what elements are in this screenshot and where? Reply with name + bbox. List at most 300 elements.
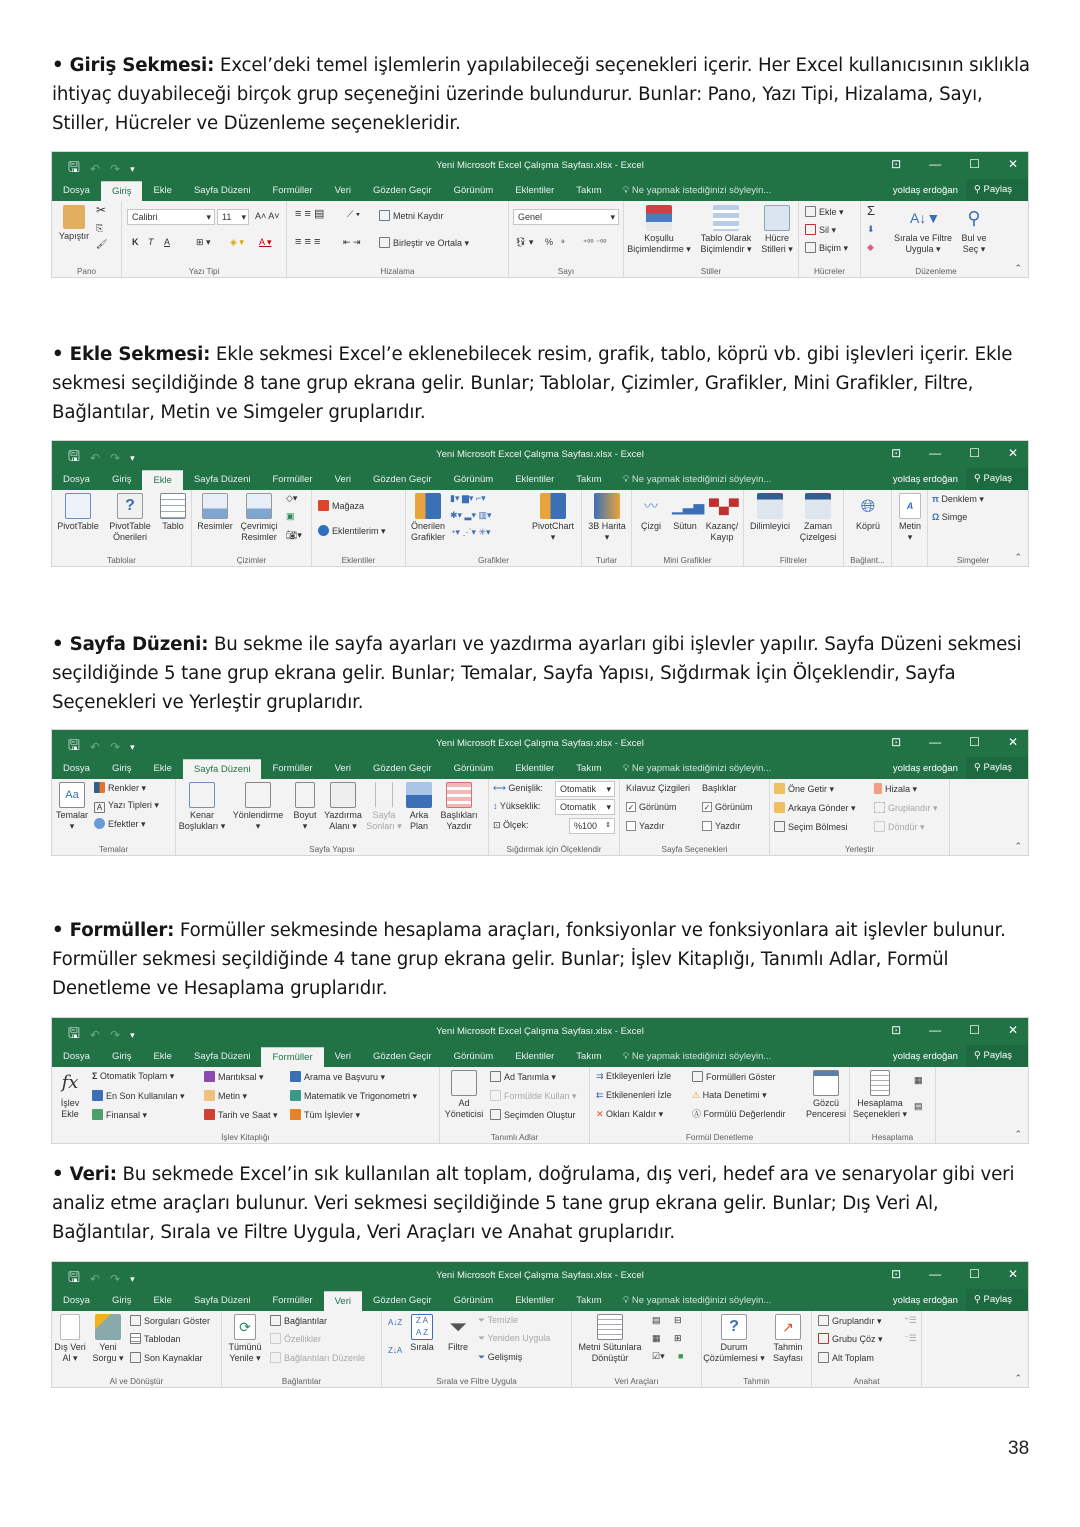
person-icon: ⚲ <box>973 1294 984 1305</box>
maximize-icon[interactable]: ☐ <box>969 157 980 171</box>
colors-button[interactable]: Renkler ▾ <box>94 782 146 794</box>
tell-me-search[interactable]: 💡︎ Ne yapmak istediğinizi söyleyin... <box>622 185 772 196</box>
name-manager-button[interactable]: Ad Yöneticisi <box>442 1070 486 1120</box>
define-name-button[interactable]: Ad Tanımla ▾ <box>490 1071 556 1083</box>
math-trig-button[interactable]: Matematik ve Trigonometri ▾ <box>290 1090 417 1102</box>
timeline-button[interactable]: Zaman Çizelgesi <box>796 493 840 543</box>
group-label: Bağlant... <box>850 556 885 565</box>
tab-sayfa-duzeni[interactable]: Sayfa Düzeni <box>193 185 251 196</box>
group-label: Tablolar <box>107 556 136 565</box>
group-label: Simgeler <box>956 556 990 565</box>
symbol-button[interactable]: Ω Simge <box>932 512 968 522</box>
clear-icon[interactable]: ◆ <box>867 242 874 252</box>
group-metin <box>892 490 928 566</box>
autosum-button[interactable]: Σ Otomatik Toplam ▾ <box>92 1071 175 1081</box>
indent-icons[interactable]: ⇤ ⇥ <box>343 237 361 247</box>
minimize-icon[interactable]: — <box>929 446 942 460</box>
group-label: Grafikler <box>478 556 509 565</box>
tab-gorunum[interactable]: Görünüm <box>453 763 494 774</box>
tab-ekle[interactable]: Ekle <box>153 1295 172 1306</box>
group-label: Sayfa Yapısı <box>309 845 355 854</box>
tab-gorunum[interactable]: Görünüm <box>453 474 494 485</box>
tab-formuller[interactable]: Formüller <box>272 1295 313 1306</box>
currency-icon[interactable]: 💱︎ ▾ <box>515 237 534 247</box>
share-button[interactable]: ⚲ Paylaş <box>966 1289 1028 1311</box>
group-label: Mini Grafikler <box>663 556 712 565</box>
group-yerlestir <box>770 779 950 855</box>
sparkline-line-button[interactable]: 〰 Çizgi <box>636 493 666 532</box>
tab-gozden-gecir[interactable]: Gözden Geçir <box>372 1051 432 1062</box>
tab-sayfa-duzeni[interactable]: Sayfa Düzeni <box>183 759 262 779</box>
slicer-icon <box>757 493 783 519</box>
align-button[interactable]: Hizala ▾ <box>874 783 917 795</box>
cell-styles-button[interactable]: Hücre Stilleri ▾ <box>758 205 796 255</box>
tell-me-search[interactable]: 💡︎ Ne yapmak istediğinizi söyleyin... <box>622 474 772 485</box>
tab-eklentiler[interactable]: Eklentiler <box>515 1051 555 1062</box>
relationships-icon[interactable]: ☑▾ <box>652 1351 665 1361</box>
user-name[interactable]: yoldaş erdoğan <box>892 1294 958 1306</box>
customize-qat-icon[interactable]: ▾ <box>130 741 135 752</box>
close-icon[interactable]: ✕ <box>1007 735 1018 749</box>
chart-types-icons-row2[interactable]: ✱▾ ▂▾ ▥▾ <box>450 510 492 520</box>
hyperlink-button[interactable]: 🌐︎ Köprü <box>848 493 888 532</box>
checkbox-checked-icon: ✓ <box>703 803 711 812</box>
tab-sayfa-duzeni[interactable]: Sayfa Düzeni <box>193 474 251 485</box>
insert-function-button[interactable]: fx İşlev Ekle <box>60 1072 80 1119</box>
tab-dosya[interactable]: Dosya <box>63 763 90 774</box>
slicer-button[interactable]: Dilimleyici <box>746 493 794 532</box>
section-ekle <box>52 340 1037 427</box>
tab-gorunum[interactable]: Görünüm <box>453 1295 494 1306</box>
collapse-ribbon-icon[interactable]: ⌃ <box>1014 263 1022 273</box>
customize-qat-icon[interactable]: ▾ <box>130 452 135 463</box>
tab-giris[interactable]: Giriş <box>111 1051 132 1062</box>
vertical-align-icons[interactable]: ≡ ≡ ▤ <box>295 208 325 220</box>
percent-button[interactable]: % <box>545 237 554 247</box>
maximize-icon[interactable]: ☐ <box>969 446 980 460</box>
section-giris <box>52 51 1037 138</box>
maximize-icon[interactable]: ☐ <box>969 735 980 749</box>
use-in-formula-button[interactable]: Formülde Kullan ▾ <box>490 1090 577 1102</box>
orientation-button[interactable]: Yönlendirme ▾ <box>228 782 288 832</box>
group-label: Yerleştir <box>844 845 875 854</box>
trace-dependents-icon: ⇇ <box>596 1090 607 1100</box>
online-pictures-button[interactable]: Çevrimiçi Resimler <box>236 493 282 543</box>
lightbulb-icon: 💡︎ <box>622 474 632 485</box>
recommended-charts-icon <box>415 493 441 519</box>
fonts-button[interactable]: A Yazı Tipleri ▾ <box>94 800 159 813</box>
more-functions-book-icon <box>290 1109 301 1120</box>
group-label: Hesaplama <box>871 1133 914 1142</box>
evaluate-formula-button[interactable]: Ⓐ Formülü Değerlendir <box>692 1109 786 1119</box>
insert-cells-button[interactable]: Ekle ▾ <box>805 206 844 218</box>
tab-dosya[interactable]: Dosya <box>63 185 90 196</box>
tab-takim[interactable]: Takım <box>576 474 602 485</box>
share-button[interactable]: ⚲ Paylaş <box>966 757 1028 779</box>
borders-icon[interactable]: ⊞ ▾ <box>196 237 211 247</box>
window-controls <box>891 1023 1018 1037</box>
group-baglantilar <box>222 1311 382 1387</box>
show-detail-icon[interactable]: ⁺☰ <box>904 1315 917 1325</box>
financial-button[interactable]: Finansal ▾ <box>92 1109 147 1121</box>
tab-formuller[interactable]: Formüller <box>272 763 313 774</box>
tab-sayfa-duzeni[interactable]: Sayfa Düzeni <box>193 1051 251 1062</box>
hide-detail-icon[interactable]: ⁻☰ <box>904 1333 917 1343</box>
trace-precedents-button[interactable]: ⇉ Etkileyenleri İzle <box>596 1071 672 1081</box>
print-titles-button[interactable]: Başlıkları Yazdır <box>436 782 482 832</box>
tab-ekle[interactable]: Ekle <box>153 1051 172 1062</box>
user-name[interactable]: yoldaş erdoğan <box>892 762 958 774</box>
user-name[interactable]: yoldaş erdoğan <box>892 184 958 196</box>
tab-giris[interactable]: Giriş <box>111 763 132 774</box>
bold-button[interactable]: K <box>132 237 139 247</box>
tab-veri[interactable]: Veri <box>334 1051 351 1062</box>
gridlines-print-checkbox[interactable]: Yazdır <box>626 821 664 832</box>
tell-me-search[interactable]: 💡︎ Ne yapmak istediğinizi söyleyin... <box>622 1051 772 1062</box>
funnel-icon: ⏷ <box>449 1314 467 1339</box>
tab-veri[interactable]: Veri <box>334 763 351 774</box>
tab-formuller[interactable]: Formüller <box>272 474 313 485</box>
pictures-button[interactable]: Resimler <box>196 493 234 532</box>
refresh-all-button[interactable]: ⟳ Tümünü Yenile ▾ <box>226 1314 264 1364</box>
calculate-now-icon[interactable]: ▦ <box>914 1075 923 1085</box>
refresh-icon: ⟳ <box>234 1314 256 1340</box>
edit-links-button[interactable]: Bağlantıları Düzenle <box>270 1352 365 1364</box>
tab-gozden-gecir[interactable]: Gözden Geçir <box>372 1295 432 1306</box>
forecast-sheet-button[interactable]: ↗ Tahmin Sayfası <box>768 1314 808 1364</box>
tab-giris[interactable]: Giriş <box>111 1295 132 1306</box>
recently-used-button[interactable]: En Son Kullanılan ▾ <box>92 1090 185 1102</box>
bring-forward-button[interactable]: Öne Getir ▾ <box>774 783 834 795</box>
save-icon[interactable]: 🖫 <box>68 159 80 175</box>
height-select[interactable]: Otomatik ▾ <box>555 799 615 815</box>
tab-veri[interactable]: Veri <box>334 474 351 485</box>
properties-button[interactable]: Özellikler <box>270 1333 321 1345</box>
width-icon: ⟷ <box>493 783 509 793</box>
tab-giris[interactable]: Giriş <box>101 181 143 201</box>
minimize-icon[interactable]: — <box>929 1023 942 1037</box>
data-validation-icon[interactable]: ▦ <box>652 1333 661 1343</box>
tab-ekle[interactable]: Ekle <box>153 763 172 774</box>
filter-button[interactable]: ⏷ Filtre <box>442 1314 474 1353</box>
group-al-donustur <box>52 1311 222 1387</box>
sort-filter-button[interactable]: A↓▼ Sırala ve Filtre Uygula ▾ <box>891 205 955 255</box>
customize-qat-icon[interactable]: ▾ <box>130 1029 135 1040</box>
tab-eklentiler[interactable]: Eklentiler <box>515 763 555 774</box>
lightbulb-icon: 💡︎ <box>622 1295 632 1306</box>
data-model-icon[interactable]: ■ <box>678 1351 684 1361</box>
lookup-button[interactable]: Arama ve Başvuru ▾ <box>290 1071 385 1083</box>
paste-button[interactable]: Yapıştır <box>56 205 92 242</box>
wrap-text-button[interactable]: Metni Kaydır <box>379 210 444 222</box>
shapes-icon[interactable]: ◇▾ <box>286 493 298 503</box>
tell-me-search[interactable]: 💡︎ Ne yapmak istediğinizi söyleyin... <box>622 1295 772 1306</box>
checkbox-empty-icon <box>626 821 636 831</box>
headings-view-checkbox[interactable]: ✓ Görünüm <box>703 802 753 812</box>
print-area-button[interactable]: Yazdırma Alanı ▾ <box>322 782 364 832</box>
format-painter-icon[interactable]: 🖌︎ <box>96 239 108 249</box>
group-objects-button[interactable]: Gruplandır ▾ <box>874 802 938 814</box>
headings-print-checkbox[interactable]: Yazdır <box>702 821 740 832</box>
font-color-icon[interactable]: A ▾ <box>259 237 272 247</box>
lightbulb-icon: 💡︎ <box>622 1051 632 1062</box>
tab-gorunum[interactable]: Görünüm <box>453 1051 494 1062</box>
screenshot-icon[interactable]: 📷︎▾ <box>286 530 302 540</box>
tab-gozden-gecir[interactable]: Gözden Geçir <box>372 185 432 196</box>
store-icon <box>318 500 329 511</box>
tab-dosya[interactable]: Dosya <box>63 1051 90 1062</box>
remove-duplicates-icon[interactable]: ⊟ <box>674 1315 682 1325</box>
tab-takim[interactable]: Takım <box>576 763 602 774</box>
user-name[interactable]: yoldaş erdoğan <box>892 1050 958 1062</box>
redo-icon[interactable]: ↷ <box>110 162 121 176</box>
group-sayi <box>509 201 624 277</box>
tab-eklentiler[interactable]: Eklentiler <box>515 1295 555 1306</box>
minimize-icon[interactable]: — <box>929 1267 942 1281</box>
maximize-icon[interactable]: ☐ <box>969 1267 980 1281</box>
logical-button[interactable]: Mantıksal ▾ <box>204 1071 264 1083</box>
copy-icon[interactable]: ⎘ <box>96 223 104 233</box>
undo-icon[interactable]: ↶ <box>89 451 100 465</box>
group-button[interactable]: Gruplandır ▾ <box>818 1315 882 1327</box>
subtotal-button[interactable]: Alt Toplam <box>818 1352 874 1364</box>
redo-icon[interactable]: ↷ <box>110 740 121 754</box>
connections-button[interactable]: Bağlantılar <box>270 1315 327 1327</box>
sort-za-icon[interactable]: Z↓A <box>388 1346 403 1355</box>
recommended-charts-button[interactable]: Önerilen Grafikler <box>408 493 448 543</box>
get-external-data-button[interactable]: Dış Veri Al ▾ <box>54 1314 86 1364</box>
table-icon <box>160 493 186 519</box>
conditional-formatting-button[interactable]: Koşullu Biçimlendirme ▾ <box>626 205 692 255</box>
smartart-icon[interactable]: ▣ <box>286 511 295 521</box>
calculate-sheet-icon[interactable]: ▤ <box>914 1101 923 1111</box>
font-size-select[interactable]: 11 ▾ <box>217 209 249 225</box>
recommended-pivottables-button[interactable]: ? PivotTable Önerileri <box>104 493 156 543</box>
ungroup-button[interactable]: Grubu Çöz ▾ <box>818 1333 883 1345</box>
reapply-button[interactable]: ⏷ Yeniden Uygula <box>478 1333 551 1343</box>
grow-font-icon[interactable]: A˄ A˅ <box>255 211 280 221</box>
sparkline-winloss-icon: ▀▄▀ <box>709 498 739 514</box>
italic-button[interactable]: T <box>148 237 154 247</box>
width-select[interactable]: Otomatik ▾ <box>555 781 615 797</box>
scale-stepper[interactable]: %100 ⇕ <box>569 818 615 834</box>
remove-arrows-button[interactable]: ✕ Okları Kaldır ▾ <box>596 1109 664 1119</box>
tab-ekle[interactable]: Ekle <box>142 470 182 490</box>
height-icon: ↕ <box>493 801 500 811</box>
title-bar <box>52 441 1028 468</box>
redo-icon[interactable]: ↷ <box>110 1028 121 1042</box>
save-icon[interactable]: 🖫 <box>68 448 80 464</box>
selection-pane-button[interactable]: Seçim Bölmesi <box>774 821 848 833</box>
close-icon[interactable]: ✕ <box>1007 1023 1018 1037</box>
datetime-button[interactable]: Tarih ve Saat ▾ <box>204 1109 278 1121</box>
tab-veri[interactable]: Veri <box>334 185 351 196</box>
calculation-options-button[interactable]: Hesaplama Seçenekleri ▾ <box>852 1070 908 1120</box>
error-checking-button[interactable]: ⚠ Hata Denetimi ▾ <box>692 1090 767 1100</box>
share-button[interactable]: ⚲ Paylaş <box>966 1045 1028 1067</box>
ribbon-display-icon[interactable]: ⊡ <box>891 735 902 749</box>
effects-button[interactable]: Efektler ▾ <box>94 818 146 830</box>
ribbon-display-icon[interactable]: ⊡ <box>891 1267 902 1281</box>
tab-takim[interactable]: Takım <box>576 1051 602 1062</box>
font-name-select[interactable]: Calibri ▾ <box>127 209 215 225</box>
tab-eklentiler[interactable]: Eklentiler <box>515 185 555 196</box>
minimize-icon[interactable]: — <box>929 735 942 749</box>
format-as-table-button[interactable]: Tablo Olarak Biçimlendir ▾ <box>696 205 756 255</box>
send-backward-button[interactable]: Arkaya Gönder ▾ <box>774 802 856 814</box>
text-to-columns-button[interactable]: Metni Sütunlara Dönüştür <box>574 1314 646 1364</box>
merge-center-button[interactable]: Birleştir ve Ortala ▾ <box>379 237 469 249</box>
what-if-analysis-button[interactable]: ? Durum Çözümlemesi ▾ <box>702 1314 766 1364</box>
from-table-button[interactable]: Tablodan <box>130 1333 181 1345</box>
customize-qat-icon[interactable]: ▾ <box>130 1273 135 1284</box>
autosum-icon[interactable]: Σ <box>867 203 876 218</box>
save-icon[interactable]: 🖫 <box>68 1025 80 1041</box>
share-button[interactable]: ⚲ Paylaş <box>966 468 1028 490</box>
tab-gorunum[interactable]: Görünüm <box>453 185 494 196</box>
minimize-icon[interactable]: — <box>929 157 942 171</box>
close-icon[interactable]: ✕ <box>1007 157 1018 171</box>
tab-giris[interactable]: Giriş <box>111 474 132 485</box>
create-from-selection-button[interactable]: Seçimden Oluştur <box>490 1109 576 1121</box>
group-eklentiler <box>312 490 406 566</box>
new-query-button[interactable]: Yeni Sorgu ▾ <box>90 1314 126 1364</box>
delete-cells-button[interactable]: Sil ▾ <box>805 224 836 236</box>
maximize-icon[interactable]: ☐ <box>969 1023 980 1037</box>
tab-takim[interactable]: Takım <box>576 1295 602 1306</box>
trace-dependents-button[interactable]: ⇇ Etkilenenleri İzle <box>596 1090 672 1100</box>
chart-types-icons-row3[interactable]: ◔▾ ⋰▾ ✳▾ <box>450 527 491 537</box>
ribbon-display-icon[interactable]: ⊡ <box>891 157 902 171</box>
clear-filter-button[interactable]: ⏷ Temizle <box>478 1315 519 1325</box>
table-button[interactable]: Tablo <box>158 493 188 532</box>
text-functions-button[interactable]: Metin ▾ <box>204 1090 247 1102</box>
show-formulas-icon <box>692 1071 703 1082</box>
collapse-ribbon-icon[interactable]: ⌃ <box>1014 552 1022 562</box>
my-addins-button[interactable]: Eklentilerim ▾ <box>318 525 386 537</box>
sparkline-line-icon: 〰 <box>644 498 658 514</box>
sparkline-column-button[interactable]: ▁▃▅ Sütun <box>670 493 700 532</box>
consolidate-icon[interactable]: ⊞ <box>674 1333 682 1343</box>
background-icon <box>406 782 432 808</box>
rotate-button[interactable]: Döndür ▾ <box>874 821 925 833</box>
find-select-button[interactable]: ⚲ Bul ve Seç ▾ <box>959 205 989 255</box>
group-tanimli-adlar <box>440 1067 590 1143</box>
collapse-ribbon-icon[interactable]: ⌃ <box>1014 1373 1022 1383</box>
flash-fill-icon[interactable]: ▤ <box>652 1315 661 1325</box>
recent-sources-button[interactable]: Son Kaynaklar <box>130 1352 203 1364</box>
pivotchart-button[interactable]: PivotChart ▾ <box>530 493 576 543</box>
group-label: Eklentiler <box>341 556 376 565</box>
save-icon[interactable]: 🖫 <box>68 737 80 753</box>
pivottable-button[interactable]: PivotTable <box>54 493 102 532</box>
undo-icon[interactable]: ↶ <box>89 162 100 176</box>
themes-icon: Aa <box>59 782 85 808</box>
3d-map-button[interactable]: 3B Harita ▾ <box>584 493 630 543</box>
number-format-select[interactable]: Genel ▾ <box>513 209 619 225</box>
sort-az-icon[interactable]: A↓Z <box>388 1318 403 1327</box>
title-bar <box>52 730 1028 757</box>
pivotchart-icon <box>540 493 566 519</box>
undo-icon[interactable]: ↶ <box>89 740 100 754</box>
tab-dosya[interactable]: Dosya <box>63 1295 90 1306</box>
tab-gozden-gecir[interactable]: Gözden Geçir <box>372 763 432 774</box>
evaluate-formula-icon: Ⓐ <box>692 1109 704 1119</box>
tab-gozden-gecir[interactable]: Gözden Geçir <box>372 474 432 485</box>
undo-icon[interactable]: ↶ <box>89 1028 100 1042</box>
gridlines-view-checkbox[interactable]: ✓ Görünüm <box>627 802 677 812</box>
format-cells-button[interactable]: Biçim ▾ <box>805 242 848 254</box>
chart-types-icons-row1[interactable]: ▮▾ ▆▾ ⌐▾ <box>450 493 486 503</box>
group-label: Anahat <box>853 1377 880 1386</box>
share-button[interactable]: ⚲ Paylaş <box>966 179 1028 201</box>
close-icon[interactable]: ✕ <box>1007 1267 1018 1281</box>
redo-icon[interactable]: ↷ <box>110 451 121 465</box>
breaks-button[interactable]: Sayfa Sonları ▾ <box>366 782 402 832</box>
margins-button[interactable]: Kenar Boşlukları ▾ <box>178 782 226 832</box>
window-title: Yeni Microsoft Excel Çalışma Sayfası.xlsx - Excel <box>436 449 644 460</box>
fill-icon[interactable]: ⬇ <box>867 224 875 234</box>
collapse-ribbon-icon[interactable]: ⌃ <box>1014 1129 1022 1139</box>
tab-takim[interactable]: Takım <box>576 185 602 196</box>
tab-formuller[interactable]: Formüller <box>261 1047 323 1067</box>
customize-qat-icon[interactable]: ▾ <box>130 163 135 174</box>
size-button[interactable]: Boyut ▾ <box>290 782 320 832</box>
user-area <box>885 468 1028 490</box>
redo-icon[interactable]: ↷ <box>110 1272 121 1286</box>
close-icon[interactable]: ✕ <box>1007 446 1018 460</box>
underline-button[interactable]: A <box>164 237 171 247</box>
tell-me-search[interactable]: 💡︎ Ne yapmak istediğinizi söyleyin... <box>622 763 772 774</box>
undo-icon[interactable]: ↶ <box>89 1272 100 1286</box>
collapse-ribbon-icon[interactable]: ⌃ <box>1014 841 1022 851</box>
tab-dosya[interactable]: Dosya <box>63 474 90 485</box>
show-queries-button[interactable]: Sorguları Göster <box>130 1315 210 1327</box>
comma-button[interactable]: ⁹ <box>561 237 565 247</box>
group-objects-icon <box>874 802 885 813</box>
ribbon-display-icon[interactable]: ⊡ <box>891 1023 902 1037</box>
watch-window-button[interactable]: Gözcü Penceresi <box>804 1070 848 1120</box>
equation-button[interactable]: π Denklem ▾ <box>932 494 984 504</box>
fill-color-icon[interactable]: ◈ ▾ <box>230 237 244 247</box>
orientation-icon[interactable]: ⟋ ▾ <box>347 209 361 219</box>
user-name[interactable]: yoldaş erdoğan <box>892 473 958 485</box>
store-button[interactable]: Mağaza <box>318 500 364 512</box>
sparkline-winloss-button[interactable]: ▀▄▀ Kazanç/ Kayıp <box>704 493 740 543</box>
decimal-icons[interactable]: ⁺⁰⁰ ⁻⁰⁰ <box>583 238 607 247</box>
sort-button[interactable]: Z A A Z Sırala <box>410 1316 434 1352</box>
group-hesaplama <box>850 1067 936 1143</box>
save-icon[interactable]: 🖫 <box>68 1269 80 1285</box>
text-button[interactable]: A Metin ▾ <box>895 493 925 543</box>
themes-button[interactable]: Aa Temalar ▾ <box>54 782 90 832</box>
horizontal-align-icons[interactable]: ≡ ≡ ≡ <box>295 236 321 248</box>
more-functions-button[interactable]: Tüm İşlevler ▾ <box>290 1109 360 1121</box>
tab-ekle[interactable]: Ekle <box>153 185 172 196</box>
advanced-filter-button[interactable]: ⏷ Gelişmiş <box>478 1352 523 1362</box>
group-label: Stiller <box>700 267 722 276</box>
cut-icon[interactable]: ✂ <box>96 203 107 217</box>
tab-formuller[interactable]: Formüller <box>272 185 313 196</box>
calculator-icon <box>870 1070 890 1096</box>
ribbon-display-icon[interactable]: ⊡ <box>891 446 902 460</box>
pi-icon: π <box>932 494 942 504</box>
tab-sayfa-duzeni[interactable]: Sayfa Düzeni <box>193 1295 251 1306</box>
background-button[interactable]: Arka Plan <box>404 782 434 832</box>
tab-eklentiler[interactable]: Eklentiler <box>515 474 555 485</box>
tab-veri[interactable]: Veri <box>324 1291 362 1311</box>
show-formulas-button[interactable]: Formülleri Göster <box>692 1071 776 1083</box>
